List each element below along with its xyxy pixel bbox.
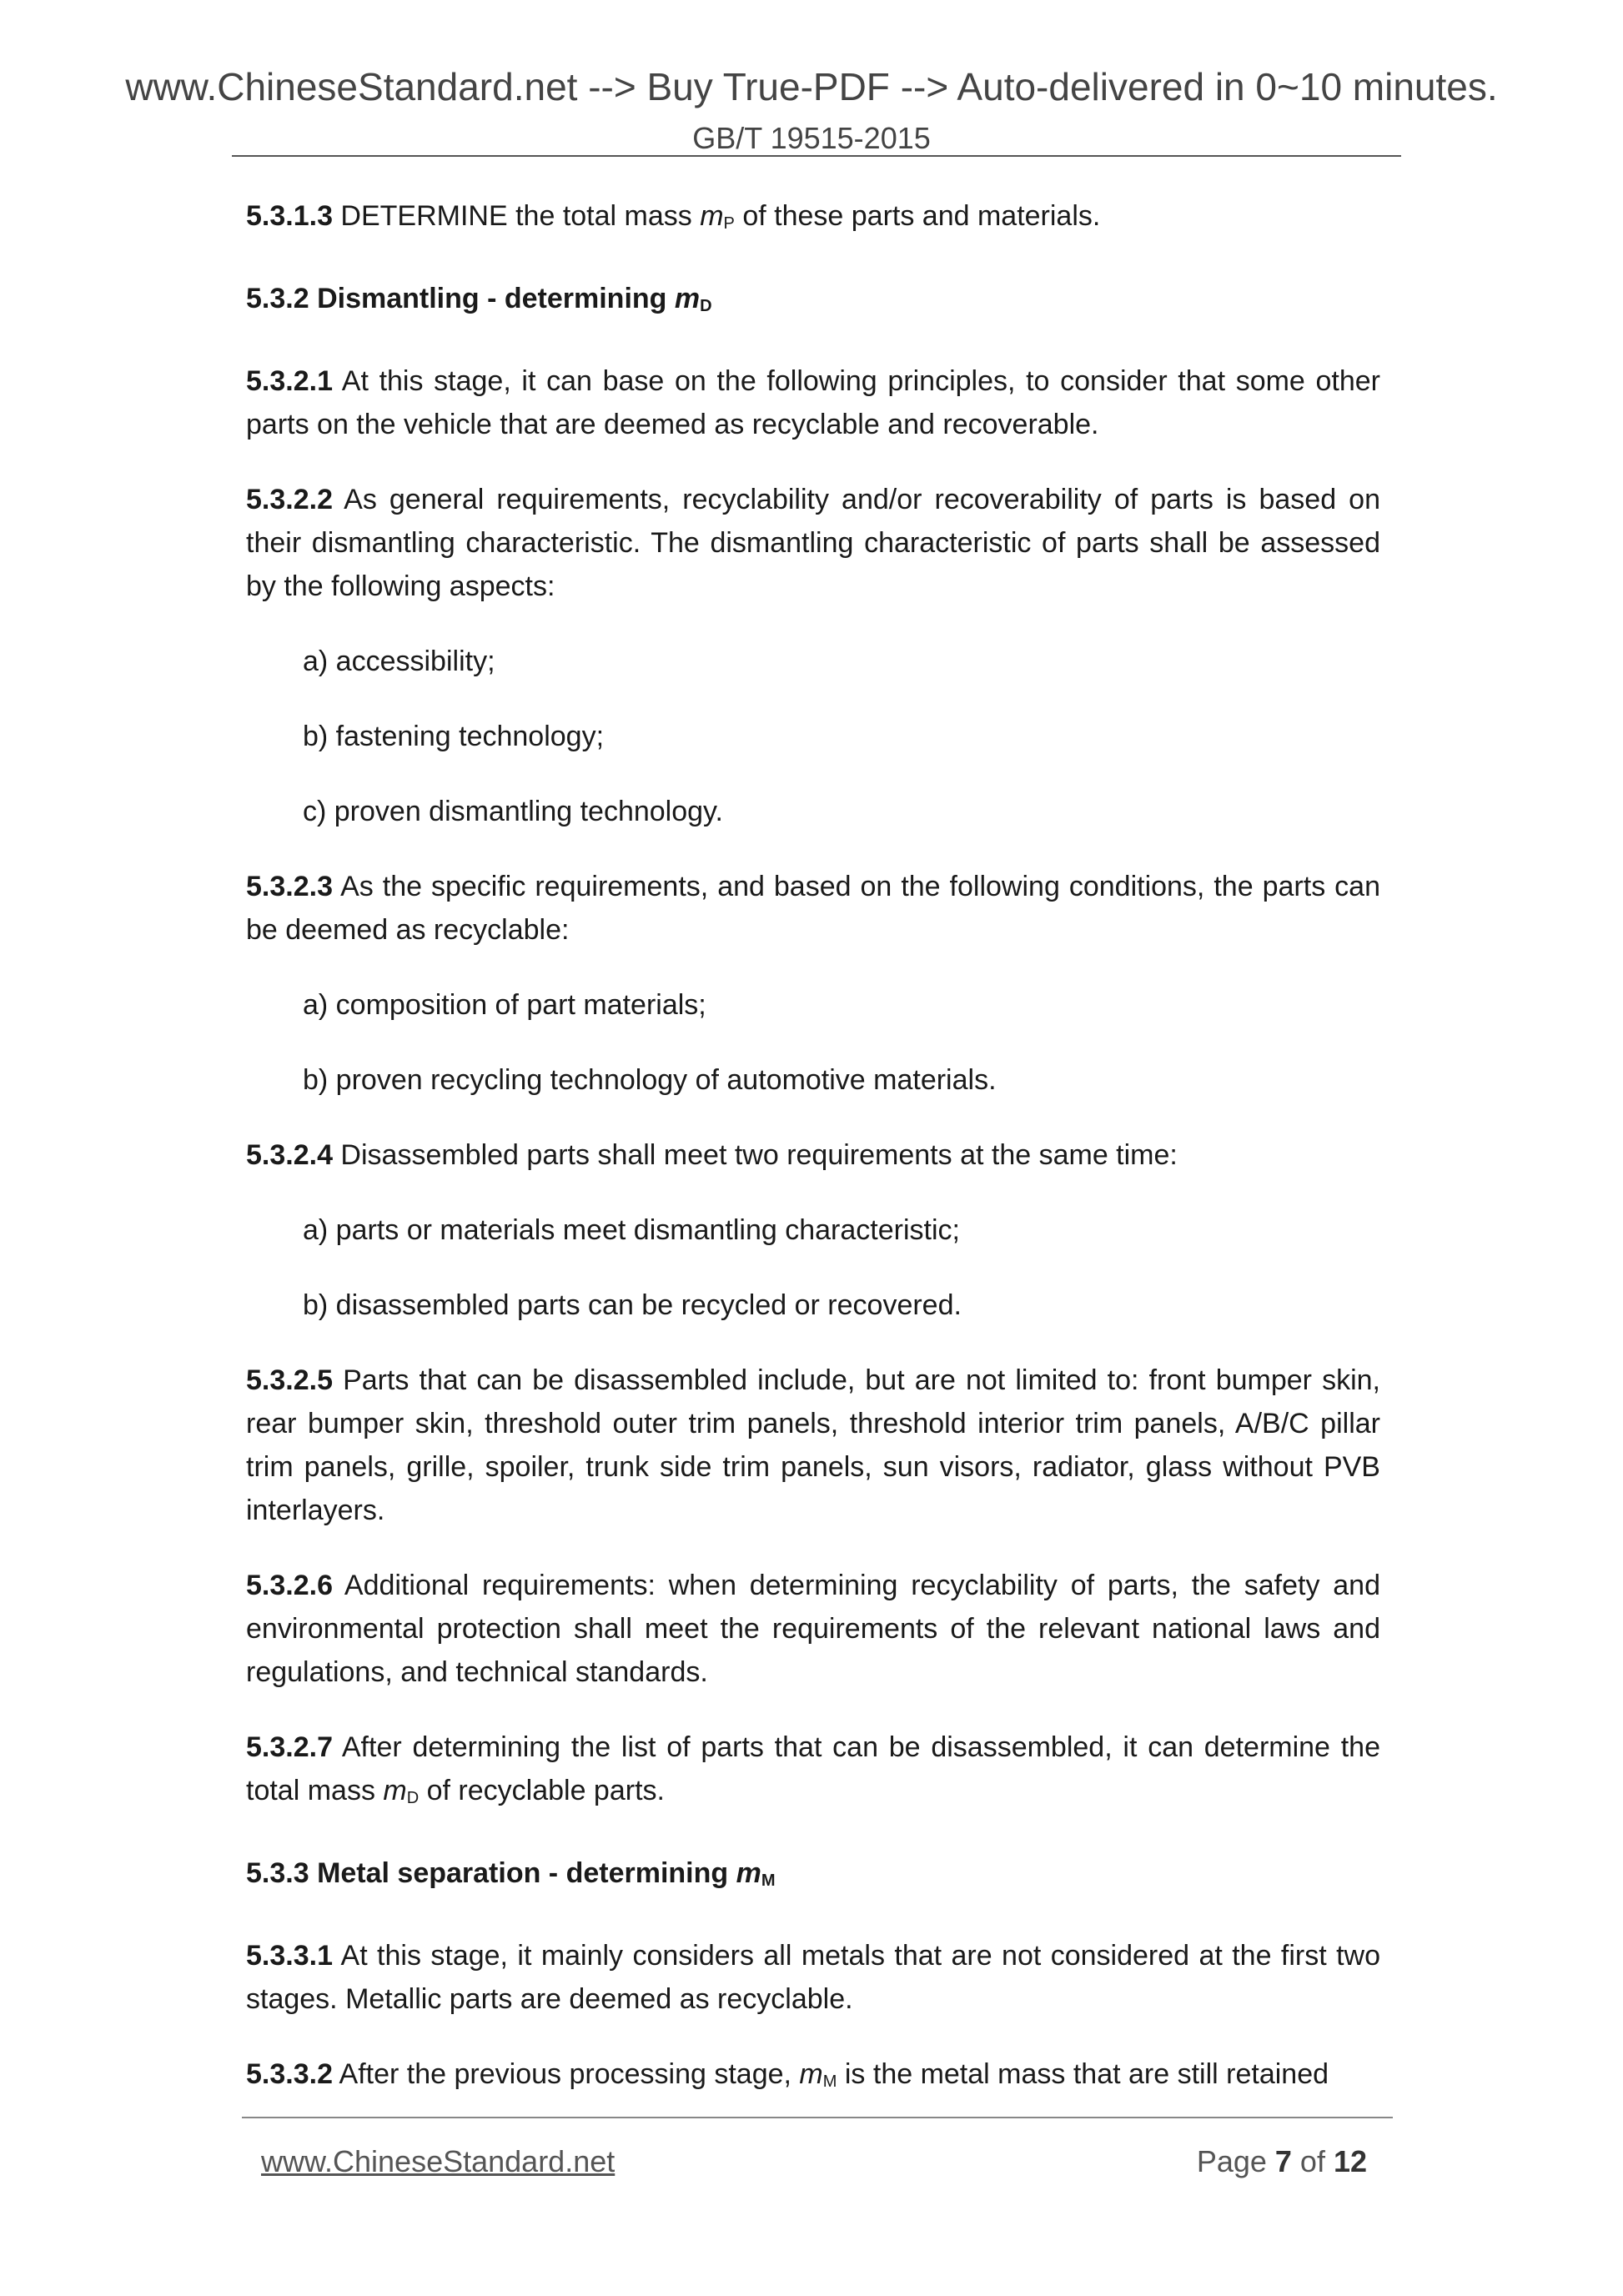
mass-variable	[799, 2058, 837, 2090]
footer-website-link[interactable]: www.ChineseStandard.net	[261, 2144, 616, 2178]
clause-5-3-2-1	[246, 359, 1380, 446]
list-item: a) accessibility;	[303, 646, 495, 677]
clause-number: 5.3.2.7	[246, 1731, 333, 1763]
list-item: b) fastening technology;	[303, 721, 605, 752]
document-body	[246, 194, 1380, 2135]
clause-5-3-2-7	[246, 1726, 1380, 1820]
variable-symbol: m	[700, 200, 724, 232]
variable-subscript: D	[406, 1789, 420, 1807]
page-indicator	[1197, 2143, 1367, 2180]
list-item: b) disassembled parts can be recycled or recovered.	[303, 1289, 962, 1321]
heading-text: 5.3.2 Dismantling - determining	[246, 283, 675, 314]
mass-variable	[736, 1857, 776, 1889]
clause-text: After determining the list of parts that can be disassembled, it can determine the total mass	[246, 1731, 1380, 1806]
clause-number: 5.3.2.3	[246, 871, 333, 902]
clause-number: 5.3.2.2	[246, 484, 333, 515]
list-item: a) composition of part materials;	[303, 989, 706, 1021]
variable-subscript: M	[822, 2072, 837, 2091]
clause-number: 5.3.2.1	[246, 365, 333, 397]
clause-5-3-1-3	[246, 194, 1380, 245]
variable-subscript: P	[723, 214, 735, 233]
clause-number: 5.3.2.4	[246, 1139, 333, 1171]
variable-symbol: m	[799, 2058, 823, 2090]
clause-text: Parts that can be disassembled include, but are not limited to: front bumper skin, rear bumper skin, threshold outer trim panels, threshold interior trim panels, A/B/C pillar trim panels, grille, spoiler, trunk side trim panels, sun visors, radiator, glass without PVB interlayers.	[246, 1364, 1380, 1526]
clause-5-3-3-2	[246, 2052, 1380, 2103]
clause-5-3-2-4	[246, 1133, 1380, 1177]
section-heading-5-3-2	[246, 277, 1380, 328]
clause-text-end: is the metal mass that are still retained	[837, 2058, 1329, 2090]
clause-text: As general requirements, recyclability and/or recoverability of parts is based on their dismantling characteristic. The dismantling characteristic of parts shall be assessed by the following aspects:	[246, 484, 1380, 602]
mass-variable	[383, 1775, 419, 1806]
variable-symbol: m	[383, 1775, 407, 1806]
clause-text-end: of these parts and materials.	[734, 200, 1101, 232]
document-code: GB/T 19515-2015	[692, 121, 931, 155]
variable-symbol: m	[674, 283, 701, 314]
mass-variable	[675, 283, 712, 314]
clause-number: 5.3.3.1	[246, 1940, 333, 1972]
mass-variable	[700, 200, 735, 232]
variable-subscript: D	[700, 297, 712, 315]
variable-symbol: m	[736, 1857, 761, 1889]
clause-text: At this stage, it mainly considers all metals that are not considered at the first two stages. Metallic parts are deemed as recyclable.	[246, 1940, 1380, 2015]
clause-text-end: of recyclable parts.	[419, 1775, 665, 1806]
header-divider	[232, 155, 1401, 157]
heading-text: 5.3.3 Metal separation - determining	[246, 1857, 736, 1889]
page-of-label: of	[1291, 2144, 1334, 2178]
clause-text: As the specific requirements, and based on the following conditions, the parts can be deemed as recyclable:	[246, 871, 1380, 946]
list-item: c) proven dismantling technology.	[303, 796, 723, 827]
page-label: Page	[1196, 2144, 1275, 2178]
clause-5-3-2-5	[246, 1359, 1380, 1532]
source-banner: www.ChineseStandard.net --> Buy True-PDF --> Auto-delivered in 0~10 minutes.	[125, 65, 1498, 108]
list-item: b) proven recycling technology of automotive materials.	[303, 1064, 997, 1096]
clause-5-3-2-3	[246, 865, 1380, 952]
clause-text: After the previous processing stage,	[332, 2058, 800, 2090]
clause-number: 5.3.3.2	[246, 2058, 333, 2090]
variable-subscript: M	[761, 1871, 776, 1890]
clause-text: At this stage, it can base on the following principles, to consider that some other parts on the vehicle that are deemed as recyclable and recoverable.	[246, 365, 1380, 440]
list-item: a) parts or materials meet dismantling characteristic;	[303, 1214, 960, 1246]
clause-number: 5.3.2.6	[246, 1570, 333, 1601]
clause-number: 5.3.1.3	[246, 200, 333, 232]
clause-text: Disassembled parts shall meet two requirements at the same time:	[332, 1139, 1178, 1171]
clause-text: Additional requirements: when determining recyclability of parts, the safety and environmental protection shall meet the requirements of the relevant national laws and regulations, and technical standards.	[246, 1570, 1380, 1688]
current-page-number: 7	[1274, 2144, 1292, 2178]
section-heading-5-3-3	[246, 1851, 1380, 1902]
clause-5-3-2-6	[246, 1564, 1380, 1694]
clause-5-3-3-1	[246, 1934, 1380, 2021]
clause-number: 5.3.2.5	[246, 1364, 333, 1396]
clause-5-3-2-2	[246, 478, 1380, 608]
total-pages-number: 12	[1333, 2144, 1367, 2178]
footer-divider	[242, 2117, 1393, 2118]
clause-text: DETERMINE the total mass	[332, 200, 701, 232]
